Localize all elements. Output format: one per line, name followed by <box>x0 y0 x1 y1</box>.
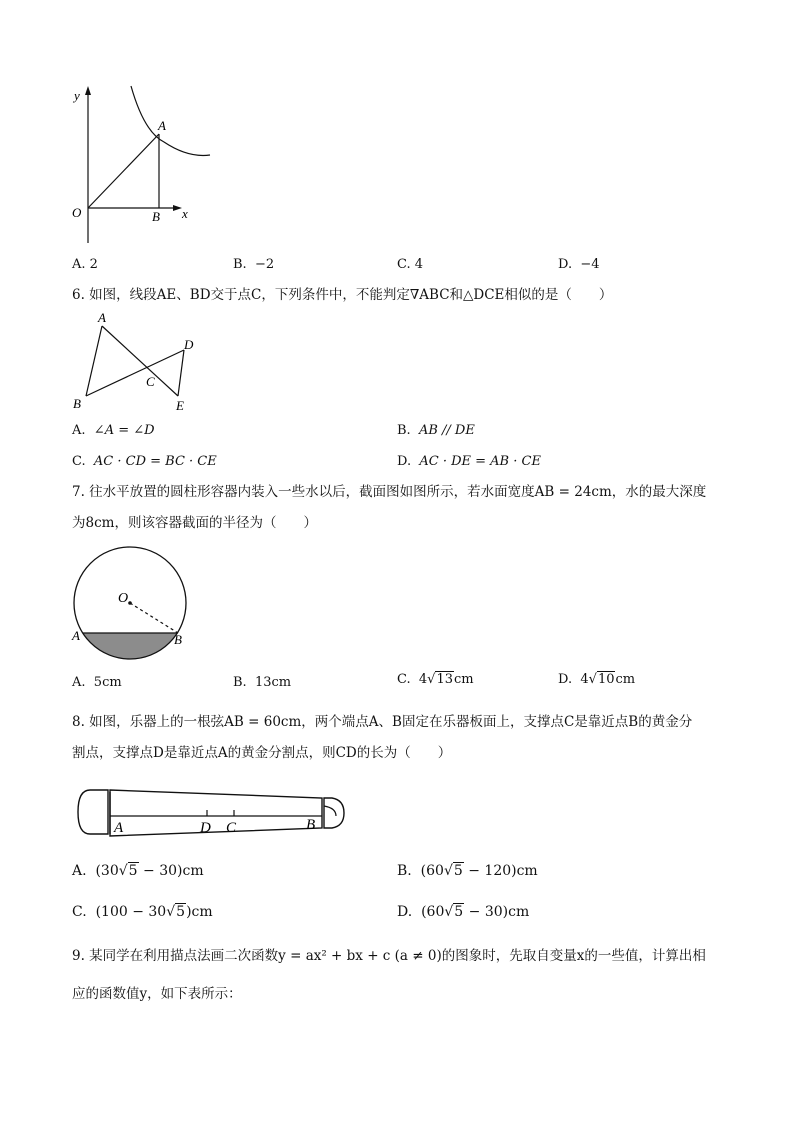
q5-b-label: B <box>152 209 160 224</box>
q5-a-label: A <box>158 118 166 133</box>
q5-option-b[interactable]: B. −2 <box>233 257 275 272</box>
q8-label-b: B <box>306 817 316 833</box>
q8-label-c: C <box>226 820 237 836</box>
q9-question-line2: 应的函数值y，如下表所示： <box>72 986 242 1002</box>
q6-figure <box>66 308 206 418</box>
q5-y-label: y <box>74 88 80 103</box>
q8-option-c[interactable]: C. (100 − 30√5)cm <box>72 904 213 920</box>
q7-figure <box>66 544 196 664</box>
q6-label-c: C <box>146 374 155 389</box>
q8-question-line2: 割点，支撑点D是靠近点A的黄金分割点，则CD的长为（ ） <box>72 745 452 761</box>
q7-label-b: B <box>174 632 182 647</box>
q6-option-b[interactable]: B. AB // DE <box>397 423 475 438</box>
q5-option-d[interactable]: D. −4 <box>558 257 600 272</box>
q7-option-a[interactable]: A. 5cm <box>72 675 122 690</box>
q9-question-line1: 9. 某同学在利用描点法画二次函数y = ax² + bx + c (a ≠ 0)的图象时，先取自变量x的一些值，计算出相 <box>72 948 706 964</box>
q6-option-d[interactable]: D. AC · DE = AB · CE <box>397 454 541 469</box>
q6-option-c[interactable]: C. AC · CD = BC · CE <box>72 454 217 469</box>
q8-option-a[interactable]: A. (30√5 − 30)cm <box>72 863 204 879</box>
q5-figure <box>60 80 230 250</box>
q5-o-label: O <box>72 205 82 220</box>
q7-option-c[interactable]: C. 4√13cm <box>397 672 474 687</box>
q5-option-c[interactable]: C. 4 <box>397 257 424 272</box>
q5-option-a[interactable]: A. 2 <box>72 257 98 272</box>
q8-label-d: D <box>200 820 211 836</box>
q6-label-b: B <box>73 396 81 411</box>
q6-label-d: D <box>184 337 194 352</box>
q8-label-a: A <box>114 820 124 836</box>
q7-label-o: O <box>118 591 129 606</box>
q6-label-a: A <box>98 310 106 325</box>
q8-option-b[interactable]: B. (60√5 − 120)cm <box>397 863 538 879</box>
q6-label-e: E <box>176 398 184 413</box>
q5-x-label: x <box>182 206 188 221</box>
q7-option-b[interactable]: B. 13cm <box>233 675 292 690</box>
q6-option-a[interactable]: A. ∠A = ∠D <box>72 423 155 438</box>
q6-question-text: 6. 如图，线段AE、BD交于点C，下列条件中，不能判定∇ABC和△DCE相似的是（ ） <box>72 287 613 303</box>
q8-question-line1: 8. 如图，乐器上的一根弦AB = 60cm，两个端点A、B固定在乐器板面上，支撑点C是靠近点B的黄金分 <box>72 714 693 730</box>
q7-label-a: A <box>72 628 80 643</box>
q8-option-d[interactable]: D. (60√5 − 30)cm <box>397 904 530 920</box>
q8-figure <box>74 786 354 840</box>
q7-question-line1: 7. 往水平放置的圆柱形容器内装入一些水以后，截面图如图所示，若水面宽度AB = 24cm，水的最大深度 <box>72 484 707 500</box>
q7-question-line2: 为8cm，则该容器截面的半径为（ ） <box>72 515 317 531</box>
q7-option-d[interactable]: D. 4√10cm <box>558 672 636 687</box>
